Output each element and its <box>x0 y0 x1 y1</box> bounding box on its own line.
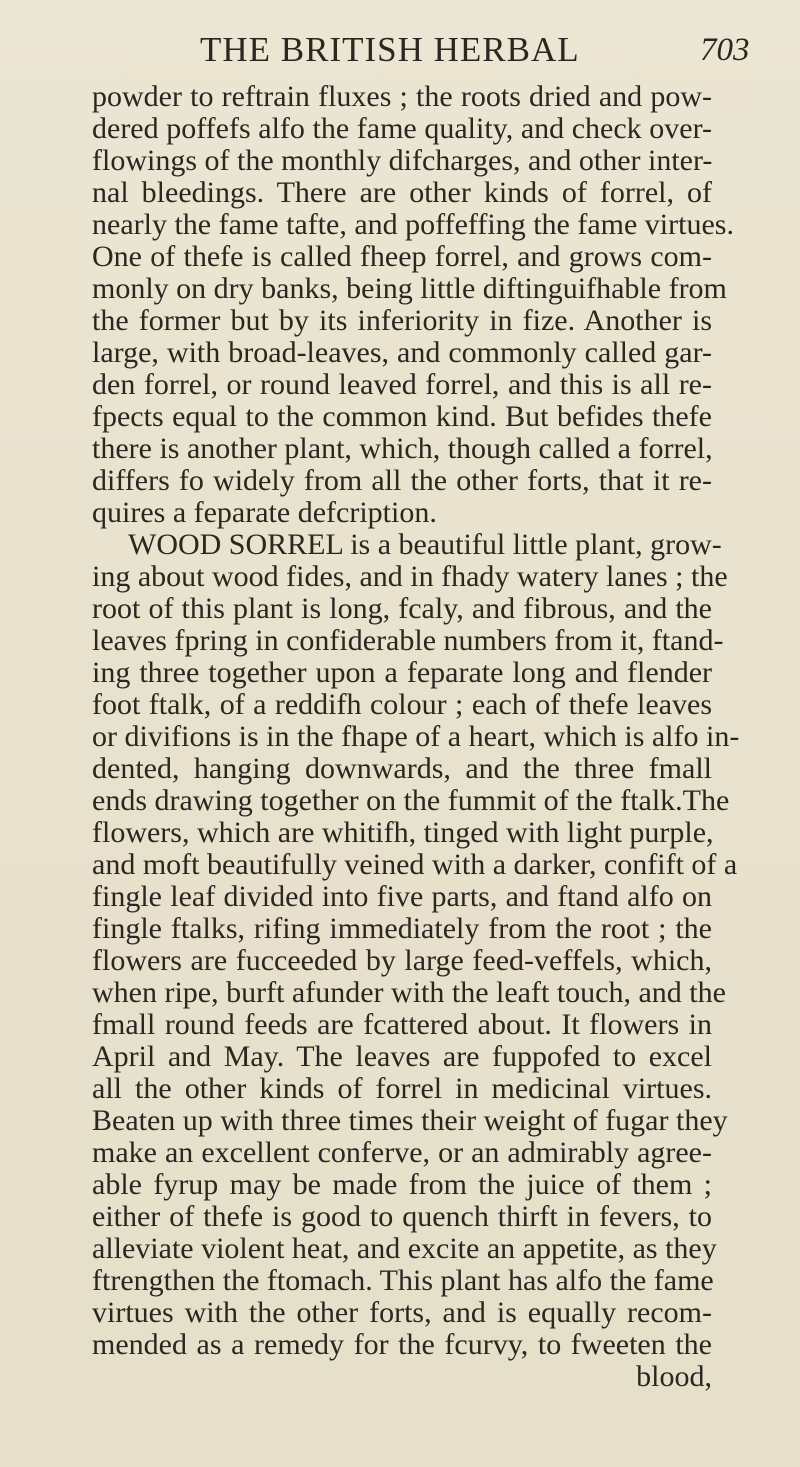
text-line: and moft beautifully veined with a darker, confift of a <box>92 848 738 881</box>
text-line: powder to reftrain fluxes ; the roots dried and pow- <box>92 80 712 113</box>
running-head <box>0 20 800 80</box>
text-line: leaves fpring in confiderable numbers from it, ftand- <box>92 624 724 657</box>
paragraph-start-line: WOOD SORREL is a beautiful little plant, grow- <box>128 528 722 561</box>
text-line: able fyrup may be made from the juice of them ; <box>92 1168 712 1201</box>
text-line: ftrengthen the ftomach. This plant has alfo the fame <box>92 1264 714 1297</box>
running-title: THE BRITISH HERBAL <box>200 30 580 69</box>
page-number: 703 <box>700 32 750 68</box>
text-line: differs fo widely from all the other forts, that it re- <box>92 464 712 497</box>
text-line: fingle leaf divided into five parts, and ftand alfo on <box>92 880 712 913</box>
text-line: ing three together upon a feparate long and flender <box>92 656 712 689</box>
text-line: den forrel, or round leaved forrel, and this is all re- <box>92 368 712 401</box>
text-line: dented, hanging downwards, and the three fmall <box>92 752 712 785</box>
text-line: all the other kinds of forrel in medicinal virtues. <box>92 1072 712 1105</box>
text-line: April and May. The leaves are fuppofed to excel <box>92 1040 712 1073</box>
text-line: One of thefe is called fheep forrel, and grows com- <box>92 240 712 273</box>
text-line: flowers, which are whitifh, tinged with light purple, <box>92 816 714 849</box>
text-line: ends drawing together on the fummit of the ftalk.The <box>92 784 730 817</box>
text-line: large, with broad-leaves, and commonly called gar- <box>92 336 712 369</box>
text-line: or divifions is in the fhape of a heart, which is alfo in- <box>92 720 740 753</box>
text-line: flowers are fucceeded by large feed-veffels, which, <box>92 944 712 977</box>
text-line: mended as a remedy for the fcurvy, to fweeten the <box>92 1328 712 1361</box>
text-line: when ripe, burft afunder with the leaft touch, and the <box>92 976 726 1009</box>
text-line: monly on dry banks, being little diftinguifhable from <box>92 272 727 305</box>
text-line: flowings of the monthly difcharges, and other inter- <box>92 144 713 177</box>
text-line: virtues with the other forts, and is equally recom- <box>92 1296 712 1329</box>
text-line: make an excellent conferve, or an admirably agree- <box>92 1136 712 1169</box>
text-line: fingle ftalks, rifing immediately from the root ; the <box>92 912 712 945</box>
paragraph-end-line: quires a feparate defcription. <box>92 496 437 529</box>
text-line: ing about wood fides, and in fhady watery lanes ; the <box>92 560 728 593</box>
text-line: the former but by its inferiority in fize. Another is <box>92 304 712 337</box>
text-line: there is another plant, which, though called a forrel, <box>92 432 713 465</box>
catchword: blood, <box>636 1360 712 1393</box>
text-line: either of thefe is good to quench thirft in fevers, to <box>92 1200 712 1233</box>
text-line: root of this plant is long, fcaly, and fibrous, and the <box>92 592 712 625</box>
text-line: fpects equal to the common kind. But befides thefe <box>92 400 712 433</box>
text-line: dered poffefs alfo the fame quality, and check over- <box>92 112 712 145</box>
text-line: nearly the fame tafte, and poffeffing the fame virtues. <box>92 208 734 241</box>
text-line: fmall round feeds are fcattered about. It flowers in <box>92 1008 712 1041</box>
text-line: Beaten up with three times their weight of fugar they <box>92 1104 728 1137</box>
text-line: foot ftalk, of a reddifh colour ; each of thefe leaves <box>92 688 712 721</box>
text-line: nal bleedings. There are other kinds of forrel, of <box>92 176 712 209</box>
text-line: alleviate violent heat, and excite an appetite, as they <box>92 1232 717 1265</box>
